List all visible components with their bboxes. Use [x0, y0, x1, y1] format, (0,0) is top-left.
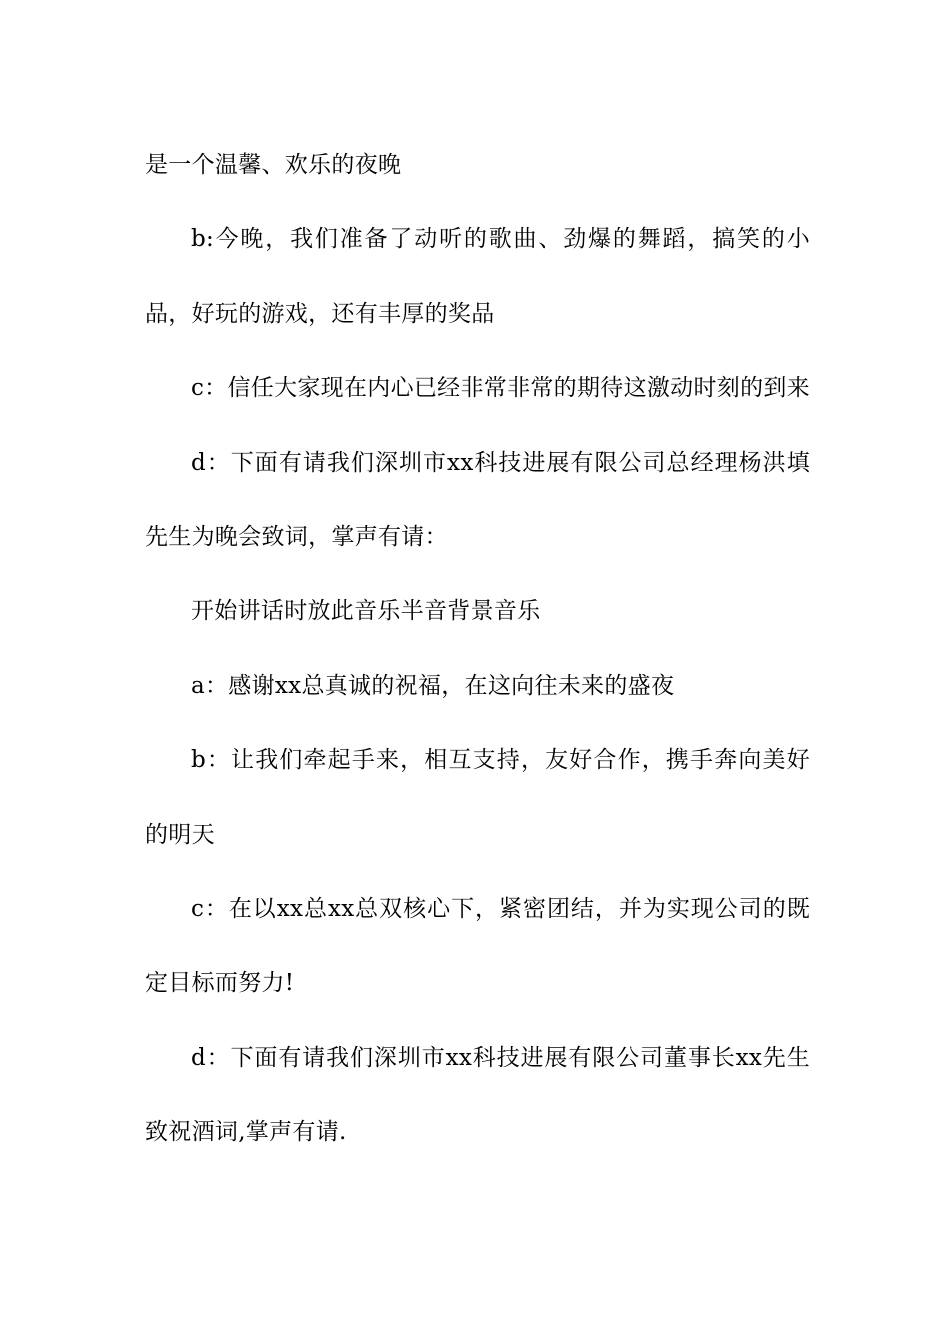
paragraph-1: 是一个温馨、欢乐的夜晚 [145, 152, 402, 178]
paragraph-9: d：下面有请我们深圳市xx科技进展有限公司董事长xx先生致祝酒词,掌声有请. [145, 1044, 810, 1146]
paragraph-4: d：下面有请我们深圳市xx科技进展有限公司总经理杨洪填先生为晚会致词，掌声有请： [145, 449, 810, 551]
paragraph-6: a：感谢xx总真诚的祝福，在这向往未来的盛夜 [191, 672, 675, 699]
paragraph-7: b：让我们牵起手来，相互支持，友好合作，携手奔向美好的明天 [145, 747, 810, 848]
paragraph-3: c：信任大家现在内心已经非常非常的期待这激动时刻的到来 [191, 375, 810, 402]
paragraph-2: b:今晚，我们准备了动听的歌曲、劲爆的舞蹈，搞笑的小品，好玩的游戏，还有丰厚的奖品 [145, 226, 810, 327]
paragraph-8: c：在以xx总xx总双核心下，紧密团结，并为实现公司的既定目标而努力! [145, 896, 810, 997]
paragraph-5: 开始讲话时放此音乐半音背景音乐 [191, 598, 541, 625]
document-body [145, 128, 810, 1170]
